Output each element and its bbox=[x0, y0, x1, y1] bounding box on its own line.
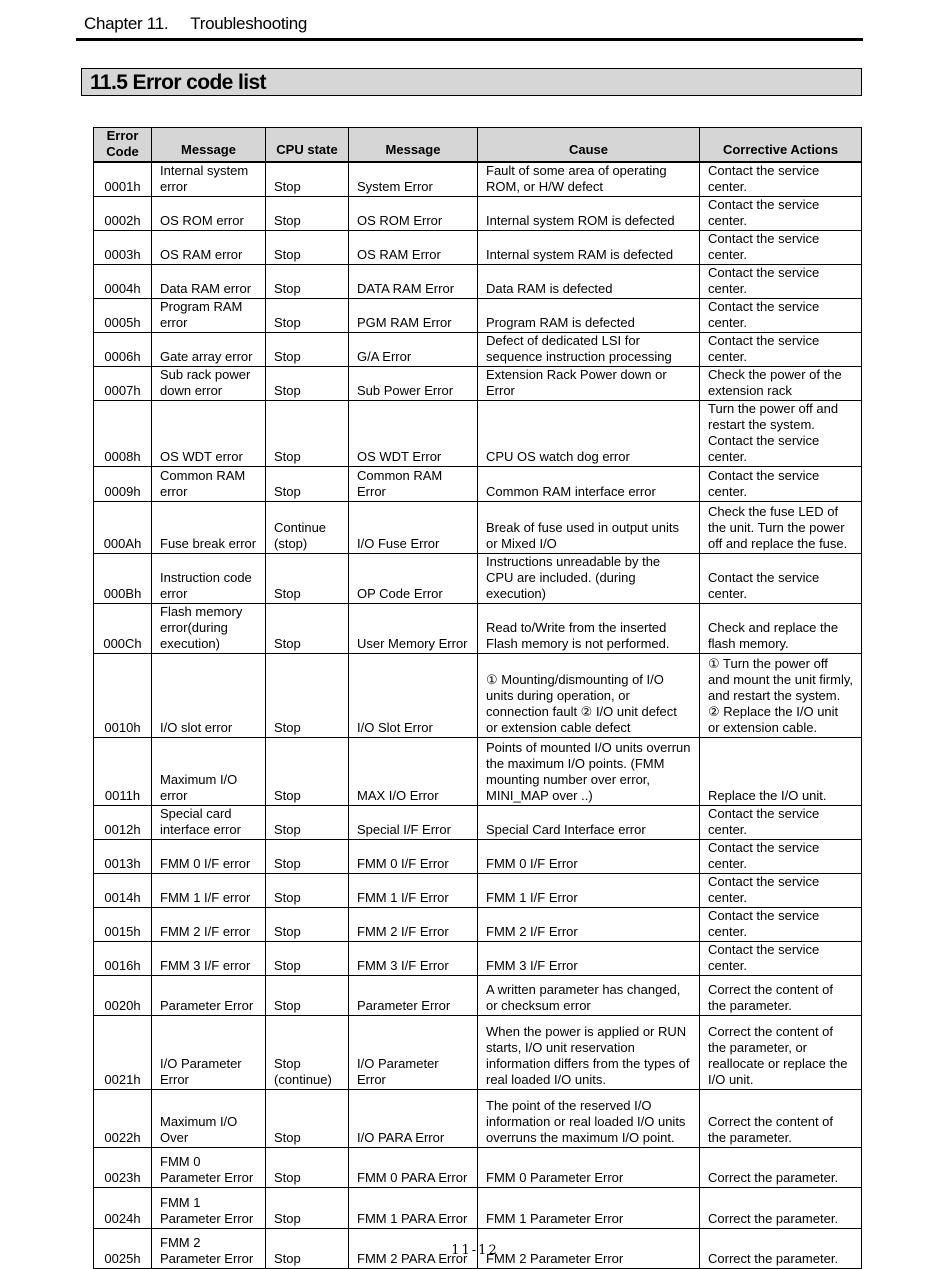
cause-cell: FMM 3 I/F Error bbox=[478, 942, 700, 976]
message-cell: Special card interface error bbox=[152, 806, 266, 840]
message-cell: FMM 3 I/F error bbox=[152, 942, 266, 976]
cause-cell: Break of fuse used in output units or Mixed I/O bbox=[478, 502, 700, 554]
error-code-cell: 0004h bbox=[94, 265, 152, 299]
cpu-state-cell: Stop bbox=[266, 333, 349, 367]
cpu-state-cell: Stop bbox=[266, 840, 349, 874]
table-header-row bbox=[94, 128, 862, 163]
error-code-cell: 0020h bbox=[94, 976, 152, 1016]
section-heading-box bbox=[81, 68, 862, 96]
cpu-state-cell: Stop bbox=[266, 231, 349, 265]
message-cell: Flash memory error(during execution) bbox=[152, 604, 266, 654]
cpu-state-cell: Stop bbox=[266, 942, 349, 976]
cause-cell: ① Mounting/dismounting of I/O units during operation, or connection fault ② I/O unit defect or extension cable defect bbox=[478, 654, 700, 738]
cpu-state-cell: Stop bbox=[266, 738, 349, 806]
corrective-action-cell: Contact the service center. bbox=[700, 806, 862, 840]
table-row bbox=[94, 367, 862, 401]
message-cell: I/O slot error bbox=[152, 654, 266, 738]
cpu-state-cell: Stop bbox=[266, 162, 349, 197]
cause-cell: FMM 1 I/F Error bbox=[478, 874, 700, 908]
cause-cell: Internal system RAM is defected bbox=[478, 231, 700, 265]
cpu-state-cell: Stop bbox=[266, 1188, 349, 1229]
cpu-state-cell: Stop bbox=[266, 1229, 349, 1269]
error-code-cell: 0011h bbox=[94, 738, 152, 806]
cpu-state-cell: Stop bbox=[266, 604, 349, 654]
cause-cell: Data RAM is defected bbox=[478, 265, 700, 299]
cpu-state-cell: Stop bbox=[266, 1148, 349, 1188]
chapter-header bbox=[76, 14, 863, 38]
error-code-cell: 0009h bbox=[94, 467, 152, 502]
cause-cell: A written parameter has changed, or checksum error bbox=[478, 976, 700, 1016]
corrective-action-cell: Contact the service center. bbox=[700, 908, 862, 942]
error-code-cell: 0024h bbox=[94, 1188, 152, 1229]
cause-cell: FMM 2 I/F Error bbox=[478, 908, 700, 942]
cpu-state-cell: Continue (stop) bbox=[266, 502, 349, 554]
message-2-cell: I/O Slot Error bbox=[349, 654, 478, 738]
table-row bbox=[94, 908, 862, 942]
cause-cell: Common RAM interface error bbox=[478, 467, 700, 502]
message-2-cell: PGM RAM Error bbox=[349, 299, 478, 333]
error-code-cell: 0006h bbox=[94, 333, 152, 367]
message-2-cell: FMM 1 PARA Error bbox=[349, 1188, 478, 1229]
cpu-state-cell: Stop bbox=[266, 401, 349, 467]
message-2-cell: Sub Power Error bbox=[349, 367, 478, 401]
header-rule bbox=[76, 38, 863, 41]
column-header-corrective-actions: Corrective Actions bbox=[700, 128, 862, 163]
cause-cell: CPU OS watch dog error bbox=[478, 401, 700, 467]
message-cell: FMM 2 Parameter Error bbox=[152, 1229, 266, 1269]
message-2-cell: DATA RAM Error bbox=[349, 265, 478, 299]
table-row bbox=[94, 554, 862, 604]
cpu-state-cell: Stop bbox=[266, 367, 349, 401]
error-code-cell: 0022h bbox=[94, 1090, 152, 1148]
error-code-cell: 000Ch bbox=[94, 604, 152, 654]
message-cell: Internal system error bbox=[152, 162, 266, 197]
message-cell: Common RAM error bbox=[152, 467, 266, 502]
error-code-cell: 0021h bbox=[94, 1016, 152, 1090]
error-code-cell: 0014h bbox=[94, 874, 152, 908]
cpu-state-cell: Stop bbox=[266, 806, 349, 840]
message-cell: FMM 1 Parameter Error bbox=[152, 1188, 266, 1229]
cause-cell: Extension Rack Power down or Error bbox=[478, 367, 700, 401]
error-code-cell: 000Bh bbox=[94, 554, 152, 604]
cause-cell: Read to/Write from the inserted Flash memory is not performed. bbox=[478, 604, 700, 654]
message-2-cell: Parameter Error bbox=[349, 976, 478, 1016]
message-2-cell: FMM 0 I/F Error bbox=[349, 840, 478, 874]
cpu-state-cell: Stop bbox=[266, 265, 349, 299]
message-cell: Parameter Error bbox=[152, 976, 266, 1016]
message-2-cell: I/O Parameter Error bbox=[349, 1016, 478, 1090]
message-cell: Sub rack power down error bbox=[152, 367, 266, 401]
corrective-action-cell: Contact the service center. bbox=[700, 299, 862, 333]
table-row bbox=[94, 467, 862, 502]
message-2-cell: FMM 2 PARA Error bbox=[349, 1229, 478, 1269]
corrective-action-cell: Turn the power off and restart the system. Contact the service center. bbox=[700, 401, 862, 467]
corrective-action-cell: Contact the service center. bbox=[700, 162, 862, 197]
corrective-action-cell: Correct the parameter. bbox=[700, 1148, 862, 1188]
table-row bbox=[94, 976, 862, 1016]
message-cell: Gate array error bbox=[152, 333, 266, 367]
table-row bbox=[94, 942, 862, 976]
message-2-cell: Special I/F Error bbox=[349, 806, 478, 840]
table-row bbox=[94, 604, 862, 654]
message-2-cell: User Memory Error bbox=[349, 604, 478, 654]
cpu-state-cell: Stop bbox=[266, 554, 349, 604]
cpu-state-cell: Stop (continue) bbox=[266, 1016, 349, 1090]
error-table-body bbox=[94, 162, 862, 1269]
cpu-state-cell: Stop bbox=[266, 197, 349, 231]
message-cell: FMM 2 I/F error bbox=[152, 908, 266, 942]
error-code-cell: 0008h bbox=[94, 401, 152, 467]
cause-cell: Instructions unreadable by the CPU are included. (during execution) bbox=[478, 554, 700, 604]
error-code-cell: 0013h bbox=[94, 840, 152, 874]
corrective-action-cell: Check the fuse LED of the unit. Turn the power off and replace the fuse. bbox=[700, 502, 862, 554]
message-2-cell: FMM 0 PARA Error bbox=[349, 1148, 478, 1188]
table-row bbox=[94, 654, 862, 738]
chapter-number: Chapter 11. bbox=[84, 14, 169, 33]
error-code-cell: 0015h bbox=[94, 908, 152, 942]
corrective-action-cell: Check and replace the flash memory. bbox=[700, 604, 862, 654]
corrective-action-cell: Contact the service center. bbox=[700, 942, 862, 976]
corrective-action-cell: Contact the service center. bbox=[700, 333, 862, 367]
error-code-cell: 0002h bbox=[94, 197, 152, 231]
message-2-cell: OS ROM Error bbox=[349, 197, 478, 231]
table-row bbox=[94, 738, 862, 806]
cause-cell: Fault of some area of operating ROM, or H/W defect bbox=[478, 162, 700, 197]
corrective-action-cell: Contact the service center. bbox=[700, 467, 862, 502]
corrective-action-cell: ① Turn the power off and mount the unit firmly, and restart the system. ② Replace the I/O unit or extension cable. bbox=[700, 654, 862, 738]
message-2-cell: MAX I/O Error bbox=[349, 738, 478, 806]
error-code-cell: 0005h bbox=[94, 299, 152, 333]
message-2-cell: OS WDT Error bbox=[349, 401, 478, 467]
message-2-cell: OP Code Error bbox=[349, 554, 478, 604]
table-row bbox=[94, 1148, 862, 1188]
message-cell: Maximum I/O Over bbox=[152, 1090, 266, 1148]
table-row bbox=[94, 840, 862, 874]
cause-cell: Program RAM is defected bbox=[478, 299, 700, 333]
message-2-cell: FMM 2 I/F Error bbox=[349, 908, 478, 942]
message-cell: OS RAM error bbox=[152, 231, 266, 265]
table-row bbox=[94, 1016, 862, 1090]
cpu-state-cell: Stop bbox=[266, 299, 349, 333]
cause-cell: FMM 1 Parameter Error bbox=[478, 1188, 700, 1229]
message-2-cell: I/O Fuse Error bbox=[349, 502, 478, 554]
table-row bbox=[94, 299, 862, 333]
corrective-action-cell: Contact the service center. bbox=[700, 554, 862, 604]
message-cell: Data RAM error bbox=[152, 265, 266, 299]
message-cell: FMM 0 I/F error bbox=[152, 840, 266, 874]
table-row bbox=[94, 401, 862, 467]
error-code-table bbox=[93, 127, 862, 1269]
cause-cell: FMM 2 Parameter Error bbox=[478, 1229, 700, 1269]
cause-cell: FMM 0 Parameter Error bbox=[478, 1148, 700, 1188]
cause-cell: FMM 0 I/F Error bbox=[478, 840, 700, 874]
cause-cell: The point of the reserved I/O information or real loaded I/O units overruns the maximum I/O point. bbox=[478, 1090, 700, 1148]
message-cell: OS ROM error bbox=[152, 197, 266, 231]
error-code-cell: 0010h bbox=[94, 654, 152, 738]
message-2-cell: Common RAM Error bbox=[349, 467, 478, 502]
cpu-state-cell: Stop bbox=[266, 908, 349, 942]
cause-cell: Internal system ROM is defected bbox=[478, 197, 700, 231]
error-code-cell: 000Ah bbox=[94, 502, 152, 554]
cpu-state-cell: Stop bbox=[266, 874, 349, 908]
error-code-cell: 0007h bbox=[94, 367, 152, 401]
error-code-cell: 0025h bbox=[94, 1229, 152, 1269]
table-row bbox=[94, 502, 862, 554]
message-cell: Maximum I/O error bbox=[152, 738, 266, 806]
column-header-message: Message bbox=[152, 128, 266, 163]
error-code-cell: 0012h bbox=[94, 806, 152, 840]
corrective-action-cell: Correct the content of the parameter, or reallocate or replace the I/O unit. bbox=[700, 1016, 862, 1090]
column-header-error-code: Error Code bbox=[94, 128, 152, 163]
message-2-cell: G/A Error bbox=[349, 333, 478, 367]
error-code-cell: 0016h bbox=[94, 942, 152, 976]
table-row bbox=[94, 806, 862, 840]
section-title: 11.5 Error code list bbox=[90, 71, 266, 94]
corrective-action-cell: Correct the content of the parameter. bbox=[700, 1090, 862, 1148]
message-cell: I/O Parameter Error bbox=[152, 1016, 266, 1090]
corrective-action-cell: Replace the I/O unit. bbox=[700, 738, 862, 806]
page-number: 11-12 bbox=[451, 1243, 499, 1258]
message-cell: FMM 0 Parameter Error bbox=[152, 1148, 266, 1188]
corrective-action-cell: Contact the service center. bbox=[700, 874, 862, 908]
corrective-action-cell: Contact the service center. bbox=[700, 197, 862, 231]
table-row bbox=[94, 265, 862, 299]
error-code-cell: 0001h bbox=[94, 162, 152, 197]
cause-cell: Defect of dedicated LSI for sequence instruction processing bbox=[478, 333, 700, 367]
message-2-cell: OS RAM Error bbox=[349, 231, 478, 265]
error-code-cell: 0023h bbox=[94, 1148, 152, 1188]
column-header-message-2: Message bbox=[349, 128, 478, 163]
cause-cell: Points of mounted I/O units overrun the maximum I/O points. (FMM mounting number over error, MINI_MAP over ..) bbox=[478, 738, 700, 806]
cpu-state-cell: Stop bbox=[266, 976, 349, 1016]
message-cell: Program RAM error bbox=[152, 299, 266, 333]
column-header-cpu-state: CPU state bbox=[266, 128, 349, 163]
message-cell: FMM 1 I/F error bbox=[152, 874, 266, 908]
cause-cell: When the power is applied or RUN starts, I/O unit reservation information differs from the types of real loaded I/O units. bbox=[478, 1016, 700, 1090]
table-row bbox=[94, 1188, 862, 1229]
column-header-cause: Cause bbox=[478, 128, 700, 163]
corrective-action-cell: Contact the service center. bbox=[700, 265, 862, 299]
cpu-state-cell: Stop bbox=[266, 1090, 349, 1148]
error-code-cell: 0003h bbox=[94, 231, 152, 265]
table-row bbox=[94, 197, 862, 231]
corrective-action-cell: Correct the content of the parameter. bbox=[700, 976, 862, 1016]
message-2-cell: FMM 1 I/F Error bbox=[349, 874, 478, 908]
cpu-state-cell: Stop bbox=[266, 654, 349, 738]
corrective-action-cell: Check the power of the extension rack bbox=[700, 367, 862, 401]
message-2-cell: System Error bbox=[349, 162, 478, 197]
table-row bbox=[94, 231, 862, 265]
corrective-action-cell: Correct the parameter. bbox=[700, 1188, 862, 1229]
message-2-cell: I/O PARA Error bbox=[349, 1090, 478, 1148]
message-2-cell: FMM 3 I/F Error bbox=[349, 942, 478, 976]
table-row bbox=[94, 162, 862, 197]
corrective-action-cell: Contact the service center. bbox=[700, 840, 862, 874]
table-row bbox=[94, 333, 862, 367]
chapter-title: Troubleshooting bbox=[190, 14, 308, 33]
corrective-action-cell: Correct the parameter. bbox=[700, 1229, 862, 1269]
cpu-state-cell: Stop bbox=[266, 467, 349, 502]
message-cell: Fuse break error bbox=[152, 502, 266, 554]
table-row bbox=[94, 1090, 862, 1148]
message-cell: Instruction code error bbox=[152, 554, 266, 604]
table-row bbox=[94, 874, 862, 908]
corrective-action-cell: Contact the service center. bbox=[700, 231, 862, 265]
message-cell: OS WDT error bbox=[152, 401, 266, 467]
cause-cell: Special Card Interface error bbox=[478, 806, 700, 840]
